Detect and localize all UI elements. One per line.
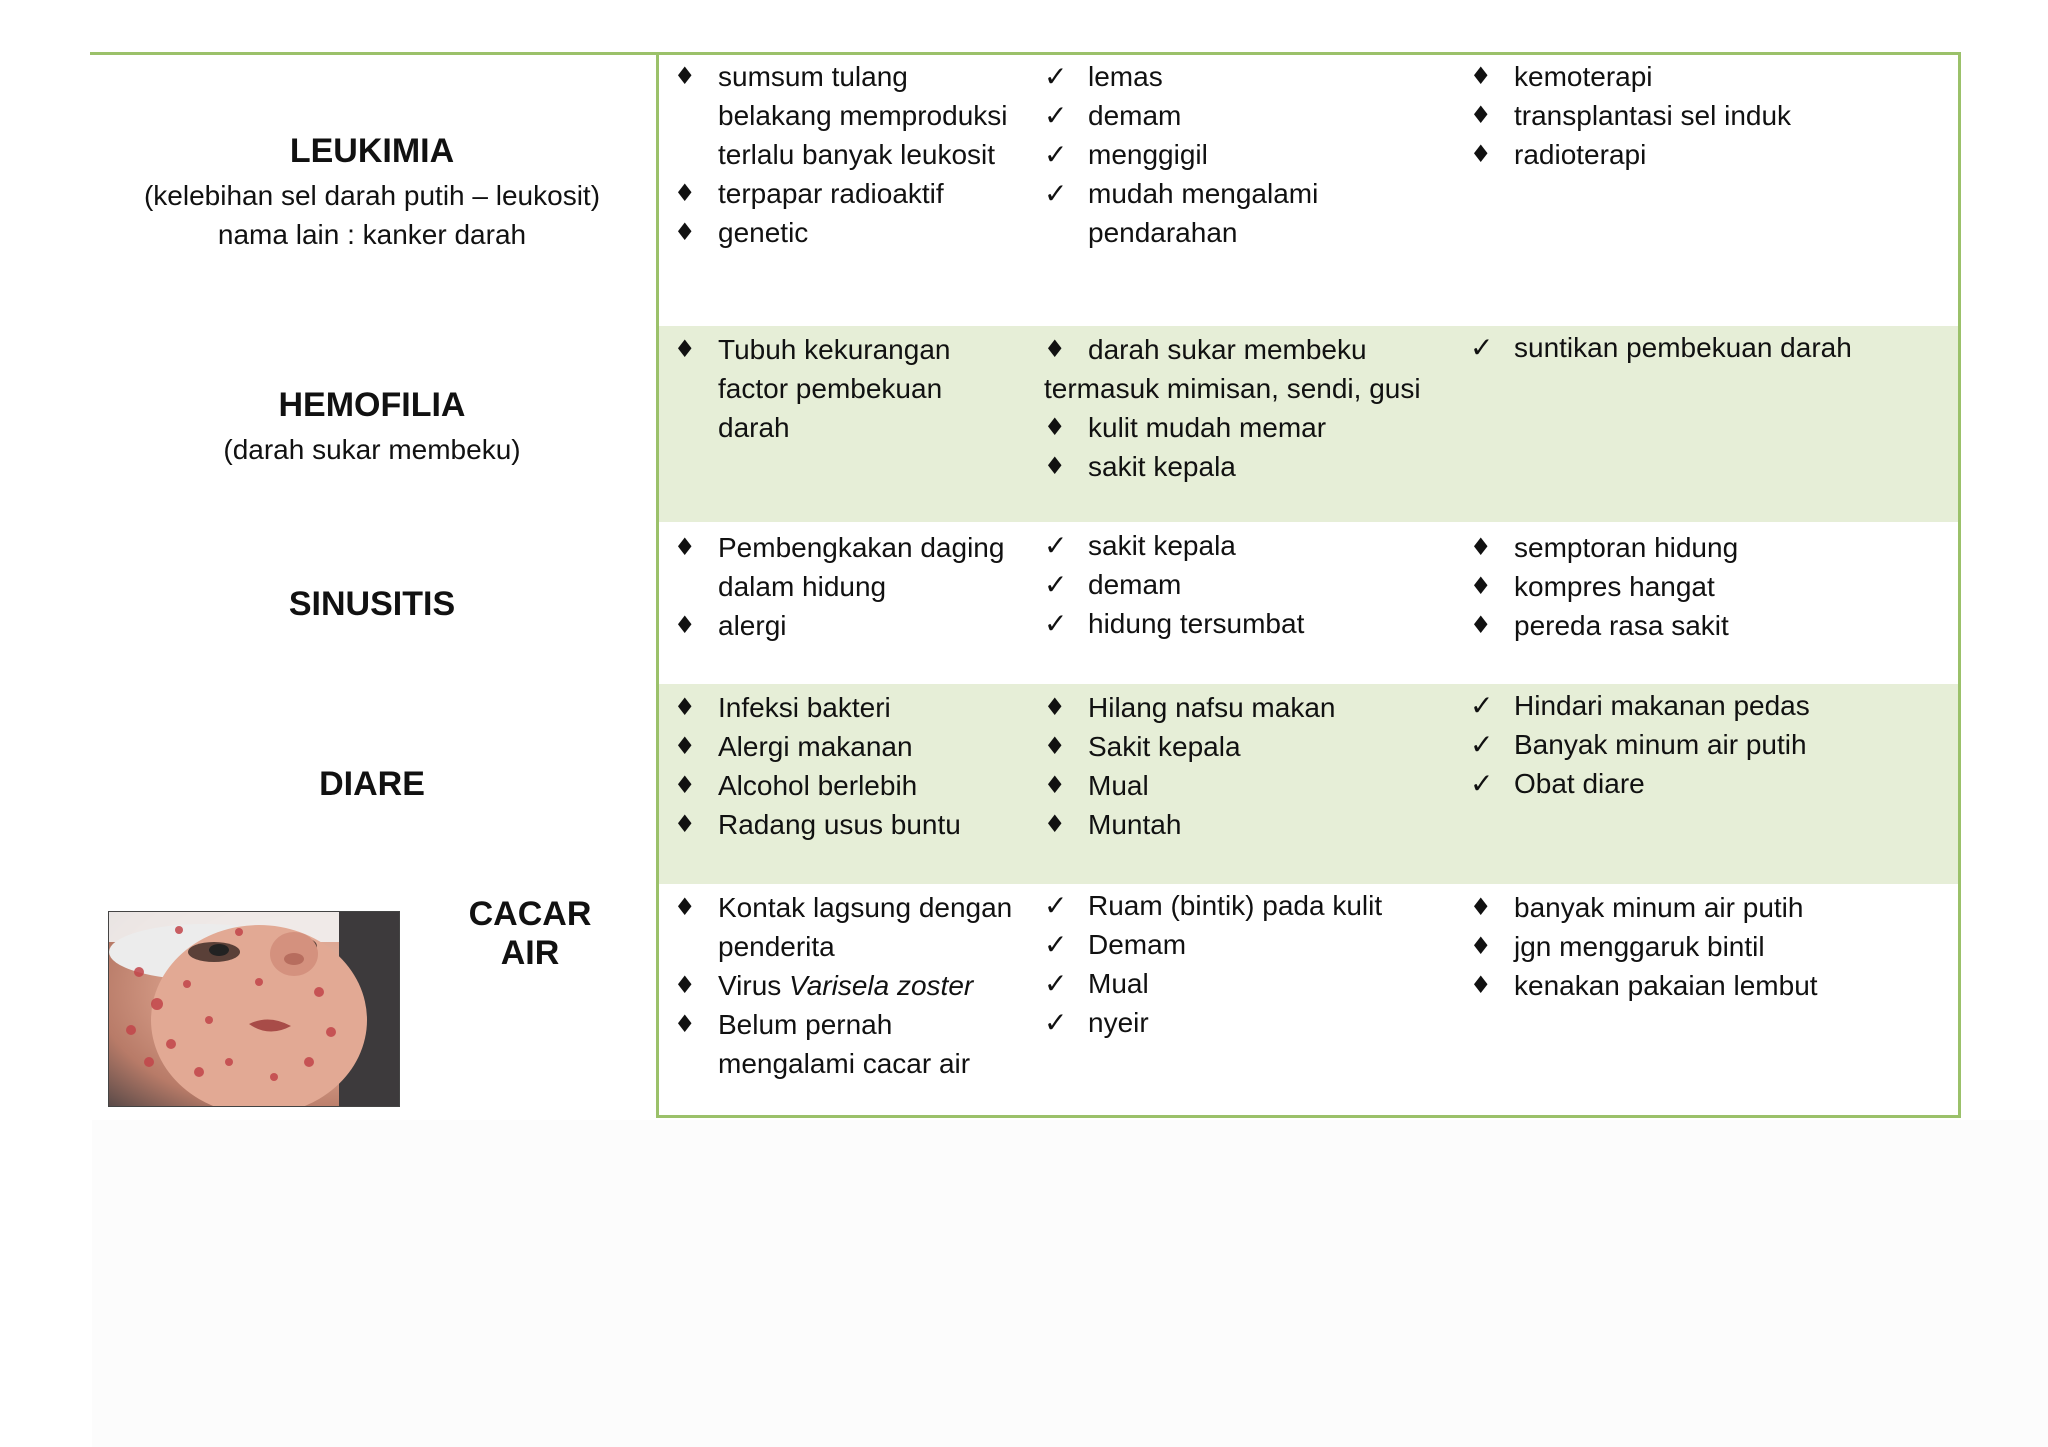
list-item-text: mudah mengalami pendarahan [1088, 178, 1319, 248]
symptoms-cell-diare [1044, 688, 1424, 844]
checkmark-icon: ✓ [1044, 889, 1068, 922]
list-item-text: kompres hangat [1514, 571, 1715, 602]
list-item [674, 688, 1014, 727]
list-item [1044, 886, 1444, 925]
list-item-text: Demam [1088, 929, 1187, 960]
diamond-bullet-icon: ♦ [674, 971, 696, 999]
diamond-bullet-icon: ♦ [1470, 611, 1492, 639]
diamond-bullet-icon: ♦ [674, 1010, 696, 1038]
diamond-bullet-icon: ♦ [674, 732, 696, 760]
treatments-cell-sinusitis [1470, 528, 1940, 645]
list-item-text: Infeksi bakteri [718, 692, 891, 723]
list-item-text: kenakan pakaian lembut [1514, 970, 1818, 1001]
list-item [1044, 964, 1444, 1003]
treatments-cell-hemofilia [1470, 328, 1940, 367]
list-item [674, 1005, 1034, 1083]
list-item-text: Hilang nafsu makan [1088, 692, 1336, 723]
symptoms-cell-hemofilia [1044, 330, 1464, 486]
list-item-text: alergi [718, 610, 787, 641]
list-item [674, 727, 1014, 766]
diamond-bullet-icon: ♦ [1470, 533, 1492, 561]
list-item-text: hidung tersumbat [1088, 608, 1305, 639]
diamond-bullet-icon: ♦ [1044, 810, 1066, 838]
list-item-text: Mual [1088, 968, 1149, 999]
diamond-bullet-icon: ♦ [674, 771, 696, 799]
list-item [674, 57, 1014, 174]
list-item-text: Ruam (bintik) pada kulit [1088, 890, 1383, 921]
diamond-bullet-icon: ♦ [1470, 971, 1492, 999]
treatments-cell-cacar-air [1470, 888, 1940, 1005]
diamond-bullet-icon: ♦ [674, 533, 696, 561]
list-item [1044, 925, 1444, 964]
list-item [674, 966, 1034, 1005]
disease-subtitle: (kelebihan sel darah putih – leukosit) [143, 180, 601, 211]
causes-cell-sinusitis [674, 528, 1034, 645]
checkmark-icon: ✓ [1470, 689, 1494, 722]
list-item-text: Belum pernah mengalami cacar air [718, 1009, 971, 1079]
treatments-cell-diare [1470, 686, 1940, 803]
list-item-text: Tubuh kekurangan factor pembekuan darah [718, 334, 951, 443]
diamond-bullet-icon: ♦ [674, 893, 696, 921]
list-item-text: Alcohol berlebih [718, 770, 918, 801]
list-item [1470, 96, 1940, 135]
list-item [674, 528, 1034, 606]
list-item [1044, 526, 1444, 565]
list-item-text: Obat diare [1514, 768, 1645, 799]
disease-title: HEMOFILIA [278, 386, 466, 424]
table-top-rule [90, 52, 657, 55]
diamond-bullet-icon: ♦ [1044, 452, 1066, 480]
disease-title: CACAR AIR [468, 895, 592, 972]
list-item [1044, 369, 1464, 408]
diamond-bullet-icon: ♦ [674, 62, 696, 90]
list-item-text: banyak minum air putih [1514, 892, 1804, 923]
diamond-bullet-icon: ♦ [1044, 732, 1066, 760]
disease-title: LEUKIMIA [289, 132, 455, 170]
list-item-text: Kontak lagsung dengan penderita [718, 892, 1013, 962]
list-item-text: sakit kepala [1088, 451, 1236, 482]
list-item [674, 330, 1014, 447]
list-item-text: termasuk mimisan, sendi, gusi [1044, 373, 1421, 404]
list-item-text: Alergi makanan [718, 731, 913, 762]
list-item [1470, 567, 1940, 606]
disease-subtitle: (darah sukar membeku) [223, 434, 521, 465]
diamond-bullet-icon: ♦ [1470, 62, 1492, 90]
list-item [1470, 966, 1940, 1005]
list-item-text: Muntah [1088, 809, 1182, 840]
list-item [1470, 328, 1940, 367]
list-item-text: demam [1088, 569, 1182, 600]
list-item-text: nyeir [1088, 1007, 1149, 1038]
list-item [1044, 408, 1464, 447]
list-item [1044, 565, 1444, 604]
list-item-text: lemas [1088, 61, 1163, 92]
list-item-text: darah sukar membeku [1088, 334, 1367, 365]
list-item-text: terpapar radioaktif [718, 178, 944, 209]
list-item [674, 606, 1034, 645]
diamond-bullet-icon: ♦ [1470, 101, 1492, 129]
symptoms-cell-cacar-air [1044, 886, 1444, 1042]
list-item-text: suntikan pembekuan darah [1514, 332, 1852, 363]
diamond-bullet-icon: ♦ [674, 611, 696, 639]
list-item [1044, 330, 1464, 369]
list-item [1470, 764, 1940, 803]
list-item [674, 213, 1014, 252]
list-item [1470, 528, 1940, 567]
list-item [1044, 57, 1424, 96]
diamond-bullet-icon: ♦ [1044, 413, 1066, 441]
list-item-text: pereda rasa sakit [1514, 610, 1729, 641]
list-item [1044, 805, 1424, 844]
treatments-cell-leukimia [1470, 57, 1940, 174]
causes-cell-cacar-air [674, 888, 1034, 1083]
list-item-text: Hindari makanan pedas [1514, 690, 1810, 721]
list-item-text: sakit kepala [1088, 530, 1236, 561]
list-item [1044, 135, 1424, 174]
list-item [1044, 174, 1424, 252]
causes-cell-hemofilia [674, 330, 1014, 447]
diamond-bullet-icon: ♦ [674, 810, 696, 838]
checkmark-icon: ✓ [1044, 928, 1068, 961]
checkmark-icon: ✓ [1044, 529, 1068, 562]
list-item-text: sumsum tulang belakang memproduksi terlalu banyak leukosit [718, 61, 1008, 170]
checkmark-icon: ✓ [1044, 967, 1068, 1000]
chickenpox-photo [108, 911, 400, 1107]
checkmark-icon: ✓ [1044, 1006, 1068, 1039]
diamond-bullet-icon: ♦ [1470, 932, 1492, 960]
diamond-bullet-icon: ♦ [674, 693, 696, 721]
checkmark-icon: ✓ [1044, 568, 1068, 601]
causes-cell-diare [674, 688, 1014, 844]
list-item-text: jgn menggaruk bintil [1514, 931, 1765, 962]
list-item [1044, 766, 1424, 805]
list-item [1044, 727, 1424, 766]
list-item [1470, 888, 1940, 927]
checkmark-icon: ✓ [1470, 767, 1494, 800]
checkmark-icon: ✓ [1044, 60, 1068, 93]
diamond-bullet-icon: ♦ [1470, 572, 1492, 600]
checkmark-icon: ✓ [1470, 331, 1494, 364]
checkmark-icon: ✓ [1044, 607, 1068, 640]
list-item [674, 805, 1014, 844]
diamond-bullet-icon: ♦ [674, 179, 696, 207]
list-item [1470, 686, 1940, 725]
list-item [1044, 96, 1424, 135]
disease-title: DIARE [319, 765, 425, 803]
list-item [1470, 606, 1940, 645]
list-item [674, 174, 1014, 213]
checkmark-icon: ✓ [1044, 99, 1068, 132]
list-item-text: Virus [718, 970, 790, 1001]
list-item-text: Banyak minum air putih [1514, 729, 1807, 760]
list-item [1470, 135, 1940, 174]
checkmark-icon: ✓ [1044, 138, 1068, 171]
diamond-bullet-icon: ♦ [1470, 140, 1492, 168]
list-item-text: Sakit kepala [1088, 731, 1241, 762]
list-item [674, 766, 1014, 805]
list-item-text: kulit mudah memar [1088, 412, 1327, 443]
list-item [1470, 725, 1940, 764]
list-item-text: Pembengkakan daging dalam hidung [718, 532, 1005, 602]
checkmark-icon: ✓ [1470, 728, 1494, 761]
symptoms-cell-sinusitis [1044, 526, 1444, 643]
list-item [1044, 604, 1444, 643]
list-item [1044, 447, 1464, 486]
list-item-text: radioterapi [1514, 139, 1647, 170]
diamond-bullet-icon: ♦ [674, 335, 696, 363]
list-item [1470, 57, 1940, 96]
symptoms-cell-leukimia [1044, 57, 1424, 252]
list-item-text: genetic [718, 217, 809, 248]
page-background [92, 1120, 2048, 1447]
list-item [1470, 927, 1940, 966]
diamond-bullet-icon: ♦ [1044, 771, 1066, 799]
list-item-text: semptoran hidung [1514, 532, 1739, 563]
list-item-text: transplantasi sel induk [1514, 100, 1792, 131]
diamond-bullet-icon: ♦ [1044, 335, 1066, 363]
list-item-text: Radang usus buntu [718, 809, 961, 840]
list-item [1044, 1003, 1444, 1042]
list-item-text: menggigil [1088, 139, 1208, 170]
disease-title: SINUSITIS [288, 585, 456, 623]
checkmark-icon: ✓ [1044, 177, 1068, 210]
diamond-bullet-icon: ♦ [674, 218, 696, 246]
diamond-bullet-icon: ♦ [1470, 893, 1492, 921]
list-item [674, 888, 1034, 966]
list-item [1044, 688, 1424, 727]
species-name: Varisela zoster [789, 970, 974, 1001]
causes-cell-leukimia [674, 57, 1014, 252]
list-item-text: Mual [1088, 770, 1149, 801]
diamond-bullet-icon: ♦ [1044, 693, 1066, 721]
disease-alias: nama lain : kanker darah [217, 219, 527, 250]
list-item-text: demam [1088, 100, 1182, 131]
list-item-text: kemoterapi [1514, 61, 1653, 92]
